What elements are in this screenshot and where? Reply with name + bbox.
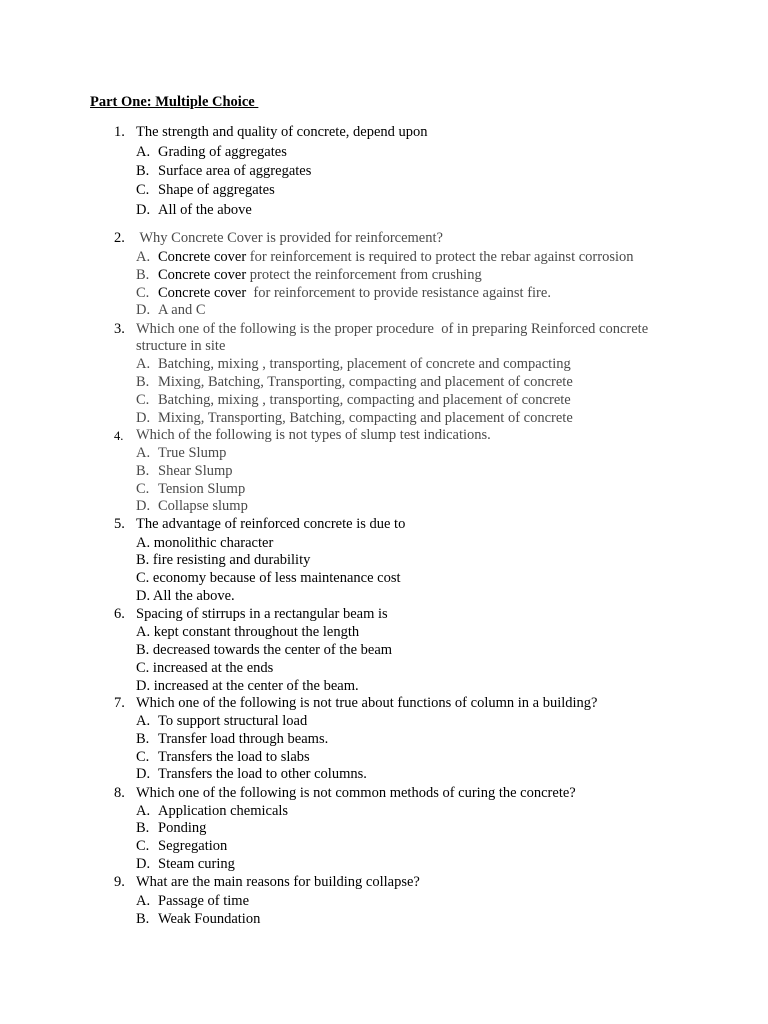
option-letter: B.	[136, 463, 150, 479]
option-letter: D.	[136, 202, 151, 218]
option-text	[158, 284, 551, 302]
option-text	[158, 248, 634, 266]
option-text: A and C	[158, 302, 206, 318]
question-text: Why Concrete Cover is provided for reinforcement?	[136, 230, 443, 246]
question-text: Which of the following is not types of slump test indications.	[136, 427, 491, 443]
option-letter: D.	[136, 410, 151, 426]
option-text: Surface area of aggregates	[158, 163, 312, 179]
option-letter: A.	[136, 893, 151, 909]
option-text: C. economy because of less maintenance cost	[136, 570, 401, 586]
question-number: 6.	[114, 606, 125, 622]
question-text: The strength and quality of concrete, depend upon	[136, 124, 428, 140]
option-letter: A.	[136, 249, 151, 265]
question-text: What are the main reasons for building collapse?	[136, 874, 420, 890]
option-text-emphasis: Concrete cover	[158, 249, 247, 265]
option-text: Ponding	[158, 820, 207, 836]
question-number: 7.	[114, 695, 125, 711]
option-text: Shear Slump	[158, 463, 233, 479]
option-text: B. decreased towards the center of the beam	[136, 642, 393, 658]
question-text-continued: structure in site	[136, 338, 226, 354]
option-letter: A.	[136, 713, 151, 729]
question-text: The advantage of reinforced concrete is due to	[136, 516, 406, 532]
question-text: Which one of the following is the proper procedure of in preparing Reinforced concrete	[136, 321, 649, 337]
question-text: Spacing of stirrups in a rectangular beam is	[136, 606, 388, 622]
option-letter: D.	[136, 498, 151, 514]
option-text: Weak Foundation	[158, 911, 261, 927]
option-letter: B.	[136, 731, 150, 747]
option-text: To support structural load	[158, 713, 308, 729]
option-text: D. All the above.	[136, 588, 235, 604]
option-text-rest: for reinforcement is required to protect the rebar against corrosion	[246, 249, 634, 265]
option-letter: C.	[136, 285, 150, 301]
option-text: Mixing, Transporting, Batching, compacting and placement of concrete	[158, 410, 573, 426]
option-letter: B.	[136, 374, 150, 390]
option-text: Shape of aggregates	[158, 182, 275, 198]
option-letter: D.	[136, 766, 151, 782]
option-text: Passage of time	[158, 893, 250, 909]
option-letter: B.	[136, 163, 150, 179]
option-letter: A.	[136, 445, 151, 461]
option-text: B. fire resisting and durability	[136, 552, 311, 568]
option-text-rest: for reinforcement to provide resistance against fire.	[246, 285, 551, 301]
option-text: True Slump	[158, 445, 227, 461]
option-letter: C.	[136, 749, 150, 765]
option-letter: C.	[136, 182, 150, 198]
option-letter: D.	[136, 856, 151, 872]
option-text: Batching, mixing , transporting, placement of concrete and compacting	[158, 356, 571, 372]
option-text: A. kept constant throughout the length	[136, 624, 360, 640]
option-text: A. monolithic character	[136, 535, 274, 551]
option-letter: B.	[136, 820, 150, 836]
option-text: Collapse slump	[158, 498, 248, 514]
question-number: 3.	[114, 321, 125, 337]
option-text: D. increased at the center of the beam.	[136, 678, 359, 694]
option-text-emphasis: Concrete cover	[158, 267, 247, 283]
option-text: Transfers the load to other columns.	[158, 766, 367, 782]
option-text: Tension Slump	[158, 481, 246, 497]
option-text-emphasis: Concrete cover	[158, 285, 247, 301]
option-letter: A.	[136, 803, 151, 819]
option-text: Batching, mixing , transporting, compacting and placement of concrete	[158, 392, 571, 408]
option-text	[158, 266, 482, 284]
option-letter: A.	[136, 356, 151, 372]
option-letter: B.	[136, 911, 150, 927]
option-text: Transfer load through beams.	[158, 731, 329, 747]
option-text-rest: protect the reinforcement from crushing	[246, 267, 482, 283]
option-text: Segregation	[158, 838, 228, 854]
option-letter: A.	[136, 144, 151, 160]
question-number: 1.	[114, 124, 125, 140]
option-letter: D.	[136, 302, 151, 318]
option-text: Mixing, Batching, Transporting, compacting and placement of concrete	[158, 374, 573, 390]
question-number: 9.	[114, 874, 125, 890]
option-text: All of the above	[158, 202, 252, 218]
question-number: 5.	[114, 516, 125, 532]
option-text: C. increased at the ends	[136, 660, 274, 676]
question-text: Which one of the following is not common methods of curing the concrete?	[136, 785, 576, 801]
option-text: Grading of aggregates	[158, 144, 287, 160]
option-text: Transfers the load to slabs	[158, 749, 310, 765]
section-heading: Part One: Multiple Choice	[90, 94, 259, 110]
question-number: 8.	[114, 785, 125, 801]
question-text: Which one of the following is not true about functions of column in a building?	[136, 695, 598, 711]
option-text: Application chemicals	[158, 803, 289, 819]
option-letter: B.	[136, 267, 150, 283]
option-letter: C.	[136, 838, 150, 854]
question-number: 2.	[114, 230, 125, 246]
option-text: Steam curing	[158, 856, 235, 872]
question-number: 4.	[114, 429, 124, 443]
option-letter: C.	[136, 392, 150, 408]
option-letter: C.	[136, 481, 150, 497]
